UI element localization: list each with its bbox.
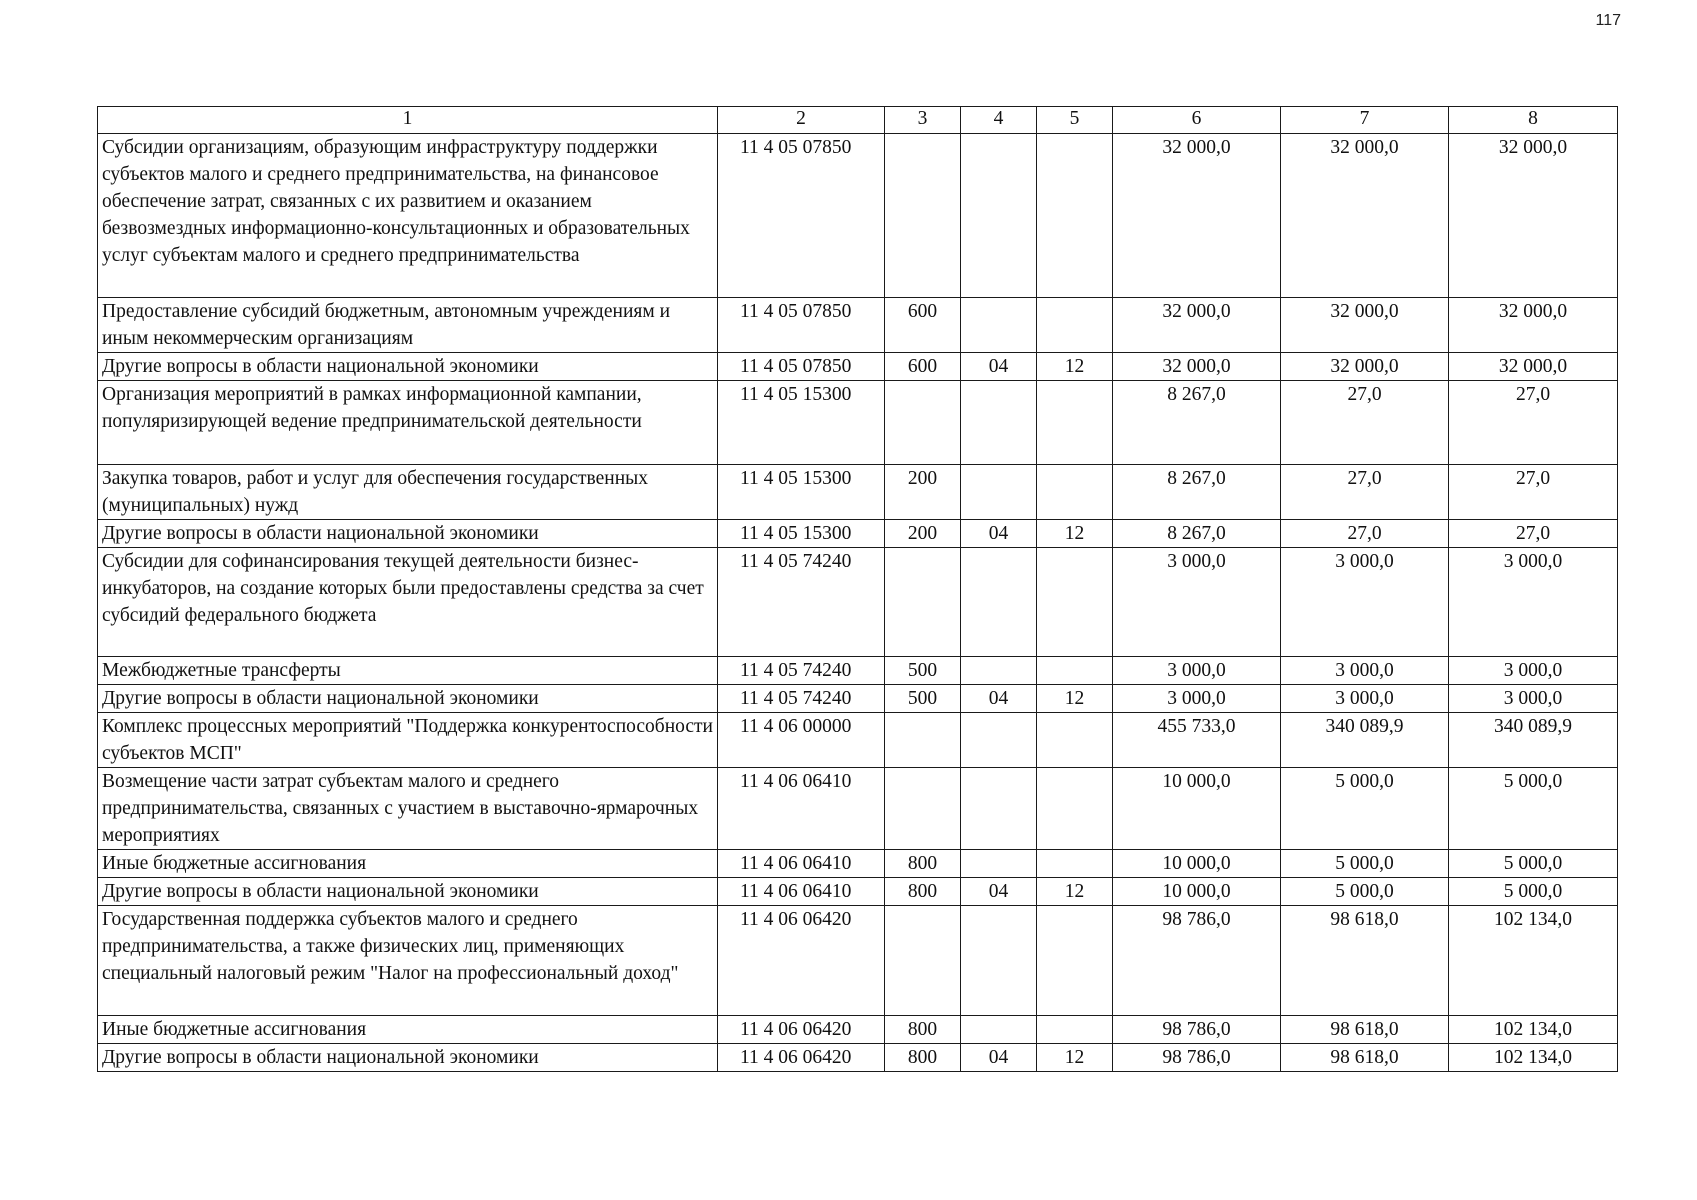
row-expense-type [885, 768, 961, 850]
row-value-col6: 3 000,0 [1113, 657, 1281, 685]
row-name: Другие вопросы в области национальной экономики [98, 353, 718, 381]
row-value-col8: 5 000,0 [1449, 850, 1618, 878]
row-value-col7: 98 618,0 [1281, 1044, 1449, 1072]
row-subsection [1037, 906, 1113, 1016]
row-value-col6: 8 267,0 [1113, 465, 1281, 520]
row-value-col6: 10 000,0 [1113, 850, 1281, 878]
row-expense-type: 200 [885, 520, 961, 548]
row-value-col8: 32 000,0 [1449, 134, 1618, 298]
header-col-4: 4 [961, 107, 1037, 134]
row-name: Возмещение части затрат субъектам малого и среднего предпринимательства, связанных с участием в выставочно-ярмарочных мероприятиях [98, 768, 718, 850]
row-code: 11 4 05 74240 [718, 657, 885, 685]
row-value-col7: 3 000,0 [1281, 548, 1449, 657]
row-expense-type [885, 381, 961, 465]
table-row [98, 353, 1618, 381]
row-value-col7: 32 000,0 [1281, 298, 1449, 353]
header-col-6: 6 [1113, 107, 1281, 134]
row-code: 11 4 06 06410 [718, 768, 885, 850]
row-name: Иные бюджетные ассигнования [98, 1016, 718, 1044]
row-expense-type: 200 [885, 465, 961, 520]
row-value-col6: 98 786,0 [1113, 906, 1281, 1016]
row-name: Государственная поддержка субъектов малого и среднего предпринимательства, а также физических лиц, применяющих специальный налоговый режим "Налог на профессиональный доход" [98, 906, 718, 1016]
row-value-col7: 27,0 [1281, 465, 1449, 520]
row-value-col6: 3 000,0 [1113, 685, 1281, 713]
header-col-7: 7 [1281, 107, 1449, 134]
row-section: 04 [961, 1044, 1037, 1072]
table-row [98, 298, 1618, 353]
row-name: Организация мероприятий в рамках информационной кампании, популяризирующей ведение предпринимательской деятельности [98, 381, 718, 465]
row-value-col7: 32 000,0 [1281, 353, 1449, 381]
row-code: 11 4 05 15300 [718, 381, 885, 465]
row-value-col8: 5 000,0 [1449, 878, 1618, 906]
row-name: Иные бюджетные ассигнования [98, 850, 718, 878]
table-row [98, 134, 1618, 298]
row-expense-type: 600 [885, 353, 961, 381]
row-value-col7: 340 089,9 [1281, 713, 1449, 768]
row-subsection [1037, 298, 1113, 353]
header-col-2: 2 [718, 107, 885, 134]
row-value-col8: 102 134,0 [1449, 906, 1618, 1016]
row-code: 11 4 06 06410 [718, 878, 885, 906]
row-expense-type [885, 134, 961, 298]
table-row [98, 1016, 1618, 1044]
row-name: Субсидии организациям, образующим инфраструктуру поддержки субъектов малого и среднего предпринимательства, на финансовое обеспечение затрат, связанных с их развитием и оказанием безвозмездных информационно-консультационных и образовательных услуг субъектам малого и среднего предпринимательства [98, 134, 718, 298]
row-subsection [1037, 713, 1113, 768]
row-value-col8: 32 000,0 [1449, 298, 1618, 353]
row-value-col6: 32 000,0 [1113, 353, 1281, 381]
row-code: 11 4 05 07850 [718, 353, 885, 381]
row-value-col6: 32 000,0 [1113, 134, 1281, 298]
row-value-col6: 10 000,0 [1113, 768, 1281, 850]
row-value-col6: 3 000,0 [1113, 548, 1281, 657]
row-value-col6: 8 267,0 [1113, 520, 1281, 548]
row-subsection [1037, 1016, 1113, 1044]
row-subsection [1037, 134, 1113, 298]
row-name: Другие вопросы в области национальной экономики [98, 1044, 718, 1072]
table-header [98, 107, 1618, 134]
row-expense-type [885, 906, 961, 1016]
row-value-col6: 98 786,0 [1113, 1016, 1281, 1044]
row-section [961, 1016, 1037, 1044]
row-subsection [1037, 850, 1113, 878]
row-value-col8: 102 134,0 [1449, 1016, 1618, 1044]
header-col-5: 5 [1037, 107, 1113, 134]
row-code: 11 4 06 06420 [718, 906, 885, 1016]
row-subsection [1037, 657, 1113, 685]
row-value-col7: 27,0 [1281, 520, 1449, 548]
row-code: 11 4 06 06410 [718, 850, 885, 878]
row-section [961, 657, 1037, 685]
row-value-col8: 27,0 [1449, 520, 1618, 548]
row-subsection [1037, 381, 1113, 465]
row-name: Другие вопросы в области национальной экономики [98, 878, 718, 906]
row-value-col7: 27,0 [1281, 381, 1449, 465]
row-code: 11 4 06 00000 [718, 713, 885, 768]
table-row [98, 906, 1618, 1016]
table-body [98, 134, 1618, 1072]
table-row [98, 657, 1618, 685]
row-value-col7: 5 000,0 [1281, 768, 1449, 850]
row-section: 04 [961, 878, 1037, 906]
row-subsection: 12 [1037, 520, 1113, 548]
row-name: Закупка товаров, работ и услуг для обеспечения государственных (муниципальных) нужд [98, 465, 718, 520]
header-row [98, 107, 1618, 134]
row-subsection: 12 [1037, 1044, 1113, 1072]
row-expense-type [885, 548, 961, 657]
row-section [961, 768, 1037, 850]
header-col-1: 1 [98, 107, 718, 134]
table-row [98, 850, 1618, 878]
row-value-col6: 98 786,0 [1113, 1044, 1281, 1072]
row-expense-type: 800 [885, 878, 961, 906]
table-row [98, 548, 1618, 657]
row-section [961, 713, 1037, 768]
row-value-col8: 3 000,0 [1449, 548, 1618, 657]
row-expense-type: 500 [885, 685, 961, 713]
row-value-col8: 340 089,9 [1449, 713, 1618, 768]
row-expense-type: 800 [885, 850, 961, 878]
row-value-col8: 27,0 [1449, 465, 1618, 520]
header-col-3: 3 [885, 107, 961, 134]
row-section [961, 298, 1037, 353]
row-value-col7: 32 000,0 [1281, 134, 1449, 298]
row-name: Другие вопросы в области национальной экономики [98, 520, 718, 548]
row-value-col7: 5 000,0 [1281, 878, 1449, 906]
row-subsection [1037, 768, 1113, 850]
header-col-8: 8 [1449, 107, 1618, 134]
table-row [98, 1044, 1618, 1072]
table-row [98, 465, 1618, 520]
row-section [961, 906, 1037, 1016]
row-name: Субсидии для софинансирования текущей деятельности бизнес-инкубаторов, на создание которых были предоставлены средства за счет субсидий федерального бюджета [98, 548, 718, 657]
row-value-col8: 5 000,0 [1449, 768, 1618, 850]
row-value-col7: 98 618,0 [1281, 906, 1449, 1016]
row-code: 11 4 05 74240 [718, 685, 885, 713]
row-value-col8: 27,0 [1449, 381, 1618, 465]
row-value-col6: 455 733,0 [1113, 713, 1281, 768]
row-value-col6: 8 267,0 [1113, 381, 1281, 465]
row-section: 04 [961, 353, 1037, 381]
row-value-col7: 3 000,0 [1281, 685, 1449, 713]
table-row [98, 381, 1618, 465]
row-section [961, 381, 1037, 465]
row-subsection: 12 [1037, 685, 1113, 713]
row-subsection [1037, 548, 1113, 657]
row-value-col7: 5 000,0 [1281, 850, 1449, 878]
row-value-col8: 32 000,0 [1449, 353, 1618, 381]
row-name: Предоставление субсидий бюджетным, автономным учреждениям и иным некоммерческим организациям [98, 298, 718, 353]
row-name: Комплекс процессных мероприятий "Поддержка конкурентоспособности субъектов МСП" [98, 713, 718, 768]
table-row [98, 685, 1618, 713]
row-expense-type [885, 713, 961, 768]
row-expense-type: 800 [885, 1016, 961, 1044]
row-subsection: 12 [1037, 878, 1113, 906]
table-row [98, 768, 1618, 850]
row-code: 11 4 05 07850 [718, 134, 885, 298]
table-row [98, 713, 1618, 768]
row-value-col7: 98 618,0 [1281, 1016, 1449, 1044]
table-row [98, 878, 1618, 906]
row-value-col6: 10 000,0 [1113, 878, 1281, 906]
row-code: 11 4 06 06420 [718, 1016, 885, 1044]
row-section: 04 [961, 685, 1037, 713]
row-expense-type: 600 [885, 298, 961, 353]
row-value-col7: 3 000,0 [1281, 657, 1449, 685]
row-expense-type: 800 [885, 1044, 961, 1072]
page-number: 117 [1595, 12, 1621, 29]
row-subsection: 12 [1037, 353, 1113, 381]
budget-table [97, 106, 1618, 1072]
row-value-col8: 3 000,0 [1449, 657, 1618, 685]
row-code: 11 4 05 15300 [718, 465, 885, 520]
row-name: Межбюджетные трансферты [98, 657, 718, 685]
row-subsection [1037, 465, 1113, 520]
row-value-col6: 32 000,0 [1113, 298, 1281, 353]
table-row [98, 520, 1618, 548]
row-section [961, 850, 1037, 878]
row-name: Другие вопросы в области национальной экономики [98, 685, 718, 713]
row-section: 04 [961, 520, 1037, 548]
row-value-col8: 3 000,0 [1449, 685, 1618, 713]
row-section [961, 134, 1037, 298]
row-section [961, 465, 1037, 520]
row-code: 11 4 06 06420 [718, 1044, 885, 1072]
row-code: 11 4 05 74240 [718, 548, 885, 657]
row-section [961, 548, 1037, 657]
row-value-col8: 102 134,0 [1449, 1044, 1618, 1072]
row-code: 11 4 05 07850 [718, 298, 885, 353]
row-code: 11 4 05 15300 [718, 520, 885, 548]
row-expense-type: 500 [885, 657, 961, 685]
